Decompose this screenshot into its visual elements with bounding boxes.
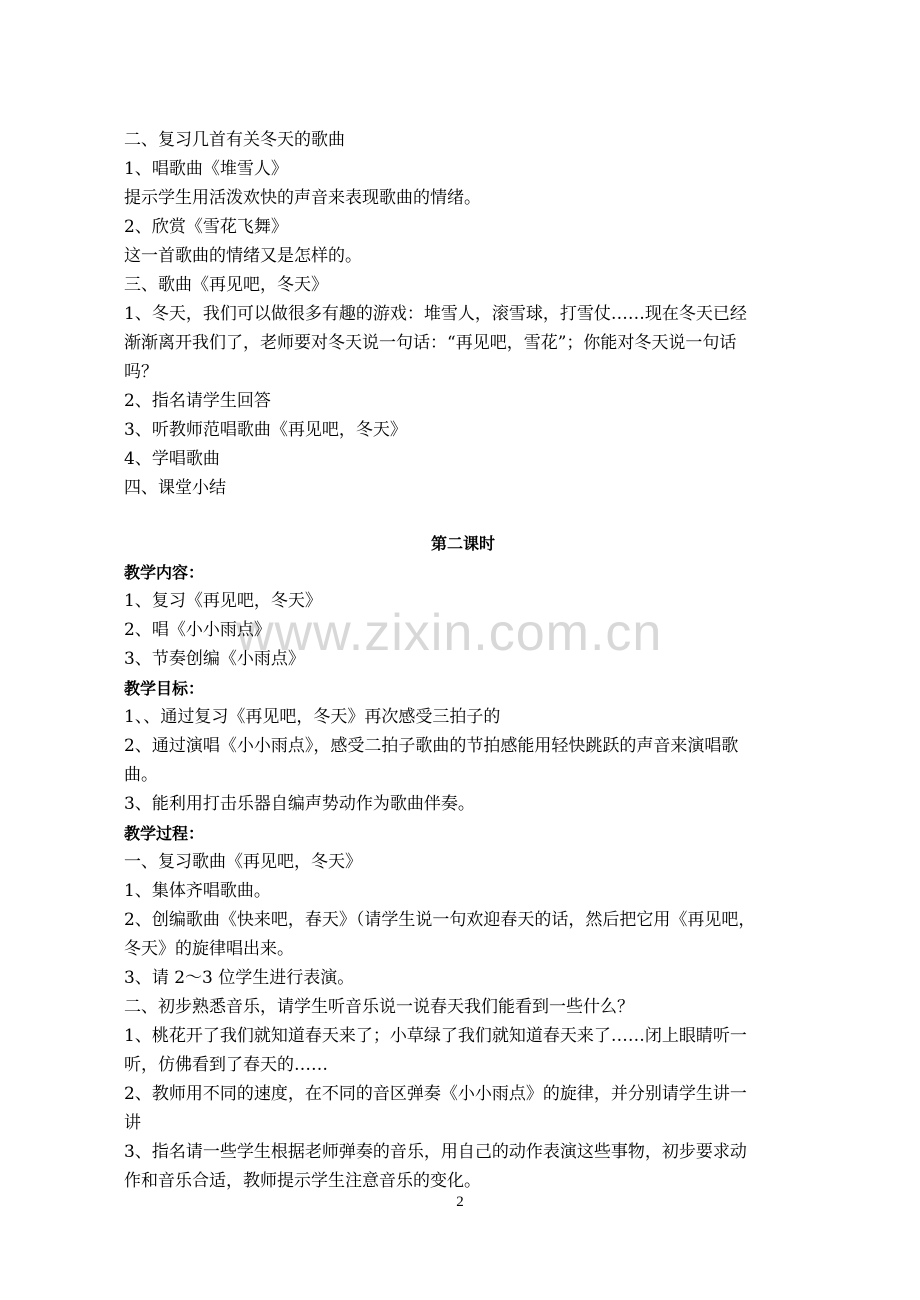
text-line: 渐渐离开我们了，老师要对冬天说一句话：“再见吧，雪花”；你能对冬天说一句话 <box>124 333 737 353</box>
process-heading: 教学过程： <box>124 824 205 843</box>
text-line: 4、学唱歌曲 <box>124 449 220 469</box>
text-line: 二、复习几首有关冬天的歌曲 <box>124 130 345 150</box>
text-line: 二、初步熟悉音乐，请学生听音乐说一说春天我们能看到一些什么？ <box>124 997 634 1017</box>
text-line: 1、桃花开了我们就知道春天来了；小草绿了我们就知道春天来了……闭上眼睛听一 <box>124 1026 747 1046</box>
lesson-title: 第二课时 <box>430 534 495 553</box>
text-line: 2、唱《小小雨点》 <box>124 620 271 640</box>
text-line: 3、请 2～3 位学生进行表演。 <box>124 968 355 988</box>
page-number: 2 <box>456 1194 464 1210</box>
text-line: 这一首歌曲的情绪又是怎样的。 <box>124 246 362 266</box>
text-line: 听，仿佛看到了春天的…… <box>124 1055 328 1075</box>
text-line: 提示学生用活泼欢快的声音来表现歌曲的情绪。 <box>124 188 481 208</box>
text-line: 3、听教师范唱歌曲《再见吧，冬天》 <box>124 420 407 440</box>
text-line: 三、歌曲《再见吧，冬天》 <box>124 275 328 295</box>
text-line: 吗？ <box>124 362 158 382</box>
text-line: 1、冬天，我们可以做很多有趣的游戏：堆雪人，滚雪球，打雪仗……现在冬天已经 <box>124 304 747 324</box>
text-line: 3、能利用打击乐器自编声势动作为歌曲伴奏。 <box>124 794 475 814</box>
text-line: 2、教师用不同的速度，在不同的音区弹奏《小小雨点》的旋律，并分别请学生讲一 <box>124 1084 747 1104</box>
section-review-winter-songs <box>124 126 800 503</box>
text-line: 2、指名请学生回答 <box>124 391 271 411</box>
text-line: 1、集体齐唱歌曲。 <box>124 881 271 901</box>
text-line: 3、指名请一些学生根据老师弹奏的音乐，用自己的动作表演这些事物，初步要求动 <box>124 1142 747 1162</box>
goals-heading: 教学目标： <box>124 679 205 698</box>
watermark: www.zixin.com.cn <box>236 604 663 662</box>
document-body <box>124 126 800 1196</box>
text-line: 3、节奏创编《小雨点》 <box>124 649 305 669</box>
text-line: 一、复习歌曲《再见吧，冬天》 <box>124 852 362 872</box>
text-line: 1、唱歌曲《堆雪人》 <box>124 159 288 179</box>
text-line: 2、创编歌曲《快来吧，春天》（请学生说一句欢迎春天的话，然后把它用《再见吧， <box>124 910 756 930</box>
text-line: 2、通过演唱《小小雨点》，感受二拍子歌曲的节拍感能用轻快跳跃的声音来演唱歌 <box>124 736 739 756</box>
section-lesson-two <box>124 529 800 1196</box>
text-line: 1、复习《再见吧，冬天》 <box>124 591 322 611</box>
text-line: 讲 <box>124 1113 141 1133</box>
text-line: 曲。 <box>124 765 158 785</box>
text-line: 冬天》的旋律唱出来。 <box>124 939 294 959</box>
text-line: 2、欣赏《雪花飞舞》 <box>124 217 288 237</box>
text-line: 1、、通过复习《再见吧，冬天》再次感受三拍子的 <box>124 707 501 727</box>
text-line: 作和音乐合适，教师提示学生注意音乐的变化。 <box>124 1171 481 1191</box>
content-heading: 教学内容： <box>124 563 205 582</box>
text-line: 四、课堂小结 <box>124 478 226 498</box>
spacer <box>124 503 800 529</box>
